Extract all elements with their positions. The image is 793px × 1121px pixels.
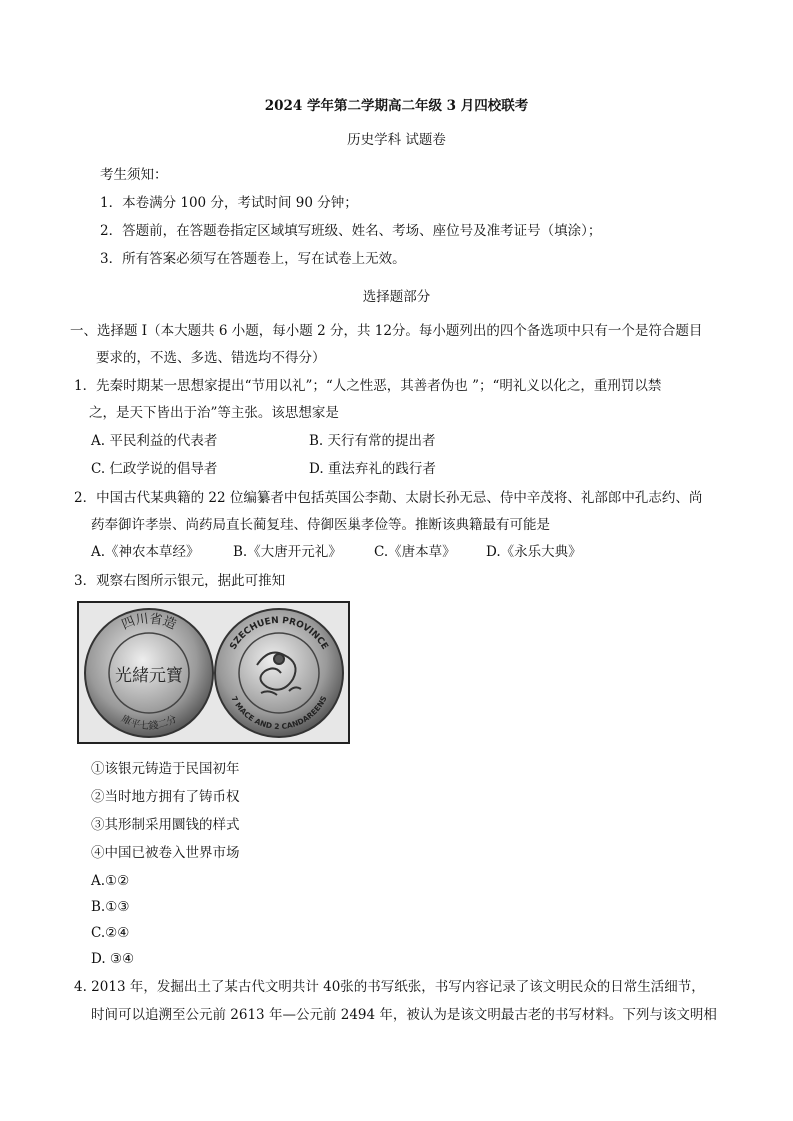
coin-obverse-top-text: 四川省造 xyxy=(119,611,179,633)
question-1-option-c: C. 仁政学说的倡导者 xyxy=(91,461,218,477)
question-3-option-d: D. ③④ xyxy=(91,951,135,967)
question-2-stem-line2: 药奉御许孝崇、尚药局直长蔺复珪、侍御医巢孝俭等。推断该典籍最有可能是 xyxy=(91,517,550,533)
part1-instruction-line2: 要求的，不选、多选、错选均不得分） xyxy=(96,350,326,366)
question-4-stem-line2: 时间可以追溯至公元前 2613 年—公元前 2494 年，被认为是该文明最古老的书写材料。下列与该文明相 xyxy=(91,1007,717,1023)
question-1-option-d: D. 重法弃礼的践行者 xyxy=(309,461,436,477)
part1-instruction-line1: 一、选择题 I（本大题共 6 小题，每小题 2 分，共 12分。每小题列出的四个备选项中只有一个是符合题目 xyxy=(70,323,703,339)
question-2-option-c: C.《唐本草》 xyxy=(374,544,456,560)
question-3-option-c: C.②④ xyxy=(91,925,130,941)
notice-item-1: 1．本卷满分 100 分，考试时间 90 分钟； xyxy=(100,195,358,211)
coin-reverse-bottom-text: 7 MACE AND 2 CANDAREENS xyxy=(229,694,329,732)
question-3-statement-4: ④中国已被卷入世界市场 xyxy=(91,845,240,861)
coin-obverse-bottom-text: 庫平七錢二分 xyxy=(119,713,179,733)
notice-item-3: 3．所有答案必须写在答题卷上，写在试卷上无效。 xyxy=(100,251,406,267)
question-3-statement-1: ①该银元铸造于民国初年 xyxy=(91,761,240,777)
question-3-option-a: A.①② xyxy=(91,873,130,889)
question-2-stem-line1: 2．中国古代某典籍的 22 位编纂者中包括英国公李勣、太尉长孙无忌、侍中辛茂将、礼部郎中孔志约、尚 xyxy=(74,490,703,506)
question-2-option-d: D.《永乐大典》 xyxy=(486,544,582,560)
question-1-stem-line1: 1．先秦时期某一思想家提出“节用以礼”；“人之性恶，其善者伪也 ”；“明礼义以化之，重刑罚以禁 xyxy=(74,378,662,394)
question-3-stem: 3．观察右图所示银元，据此可推知 xyxy=(74,573,286,589)
question-3-option-b: B.①③ xyxy=(91,899,130,915)
coin-obverse-center-text: 光緒元寶 xyxy=(115,666,183,686)
question-1-option-a: A. 平民利益的代表者 xyxy=(91,433,218,449)
coin-obverse xyxy=(85,609,213,737)
notice-heading: 考生须知： xyxy=(100,167,168,183)
question-1-stem-line2: 之，是天下皆出于治”等主张。该思想家是 xyxy=(89,405,339,421)
section-title: 选择题部分 xyxy=(362,289,431,305)
notice-item-2: 2．答题前，在答题卷指定区域填写班级、姓名、考场、座位号及准考证号（填涂）； xyxy=(100,223,602,239)
question-4-stem-line1: 4. 2013 年，发掘出土了某古代文明共计 40张的书写纸张，书写内容记录了该文明民众的日常生活细节， xyxy=(74,979,705,995)
question-3-statement-2: ②当时地方拥有了铸币权 xyxy=(91,789,240,805)
silver-coin-image xyxy=(77,601,350,744)
question-3-statement-3: ③其形制采用圜钱的样式 xyxy=(91,817,240,833)
coin-reverse-top-text: SZECHUEN PROVINCE xyxy=(228,615,330,652)
exam-subtitle: 历史学科 试题卷 xyxy=(347,132,446,148)
question-1-option-b: B. 天行有常的提出者 xyxy=(309,433,436,449)
exam-title: 2024 学年第二学期高二年级 3 月四校联考 xyxy=(264,98,529,114)
question-2-option-b: B.《大唐开元礼》 xyxy=(233,544,342,560)
coin-reverse xyxy=(215,609,343,737)
question-2-option-a: A.《神农本草经》 xyxy=(91,544,200,560)
